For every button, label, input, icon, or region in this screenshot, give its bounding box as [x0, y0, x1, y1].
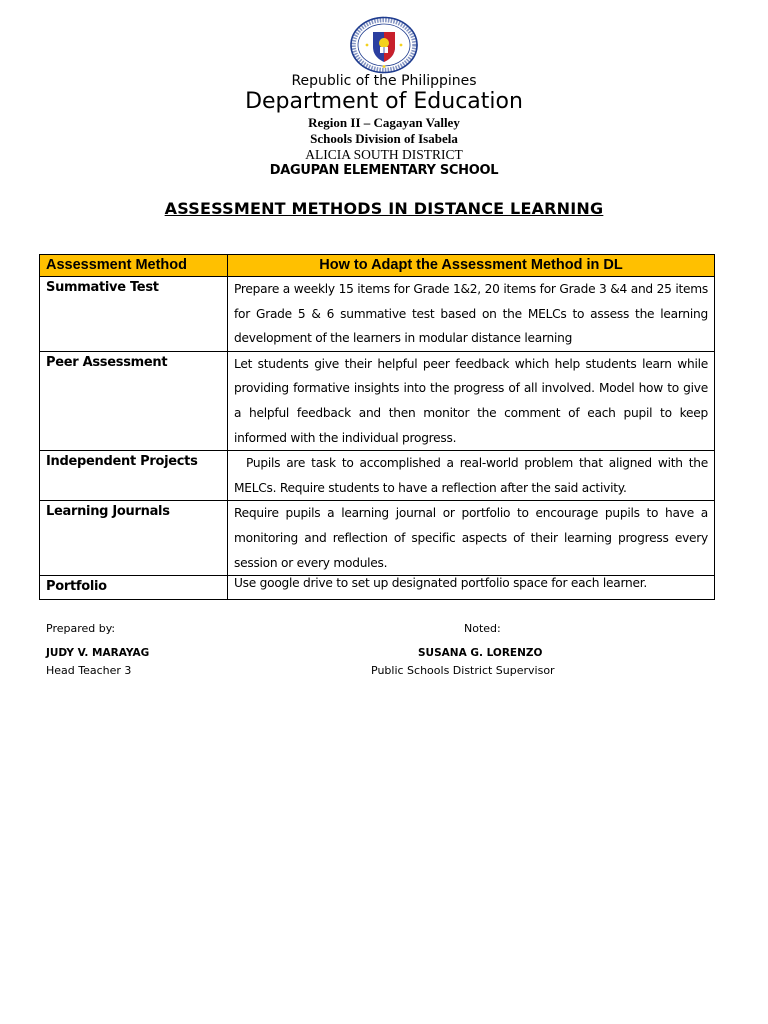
- noted-by-name: SUSANA G. LORENZO: [418, 647, 543, 659]
- table-row: [40, 351, 715, 450]
- prepared-by-name: JUDY V. MARAYAG: [46, 647, 150, 659]
- district-text: ALICIA SOUTH DISTRICT: [305, 147, 463, 162]
- method-cell: Learning Journals: [40, 501, 228, 576]
- prepared-by-position: Head Teacher 3: [46, 664, 132, 677]
- table-row: [40, 576, 715, 600]
- column-header-method: Assessment Method: [40, 255, 228, 277]
- description-cell: Pupils are task to accomplished a real-world problem that aligned with the MELCs. Require students to have a reflection after the said activity.: [228, 451, 715, 501]
- document-title: ASSESSMENT METHODS IN DISTANCE LEARNING: [164, 199, 604, 218]
- noted-by-position: Public Schools District Supervisor: [371, 664, 555, 677]
- method-cell: Portfolio: [40, 576, 228, 600]
- table-row: [40, 501, 715, 576]
- school-name: DAGUPAN ELEMENTARY SCHOOL: [269, 163, 499, 178]
- department-name: Department of Education: [245, 89, 523, 114]
- column-header-adaptation: How to Adapt the Assessment Method in DL: [228, 255, 715, 277]
- description-cell: Require pupils a learning journal or portfolio to encourage pupils to have a monitoring and reflection of specific aspects of their learning progress every session or every modules.: [228, 501, 715, 576]
- deped-seal-logo: [349, 16, 419, 74]
- description-cell: Use google drive to set up designated portfolio space for each learner.: [228, 576, 715, 600]
- method-cell: Independent Projects: [40, 451, 228, 501]
- noted-label: Noted:: [464, 622, 501, 635]
- region-text: Region II – Cagayan Valley: [308, 115, 460, 130]
- method-cell: Peer Assessment: [40, 351, 228, 450]
- table-row: [40, 451, 715, 501]
- description-cell: Let students give their helpful peer feedback which help students learn while providing formative insights into the progress of all involved. Model how to give a helpful feedback and then monitor the comment of each pupil to keep informed with the individual progress.: [228, 351, 715, 450]
- table-header-row: [40, 255, 715, 277]
- republic-text: Republic of the Philippines: [291, 73, 477, 89]
- prepared-by-label: Prepared by:: [46, 622, 116, 635]
- table-row: [40, 277, 715, 352]
- description-cell: Prepare a weekly 15 items for Grade 1&2, 20 items for Grade 3 &4 and 25 items for Grade 5 & 6 summative test based on the MELCs to assess the learning development of the learners in modular distance learning: [228, 277, 715, 352]
- assessment-table: [39, 254, 715, 600]
- method-cell: Summative Test: [40, 277, 228, 352]
- division-text: Schools Division of Isabela: [310, 131, 458, 146]
